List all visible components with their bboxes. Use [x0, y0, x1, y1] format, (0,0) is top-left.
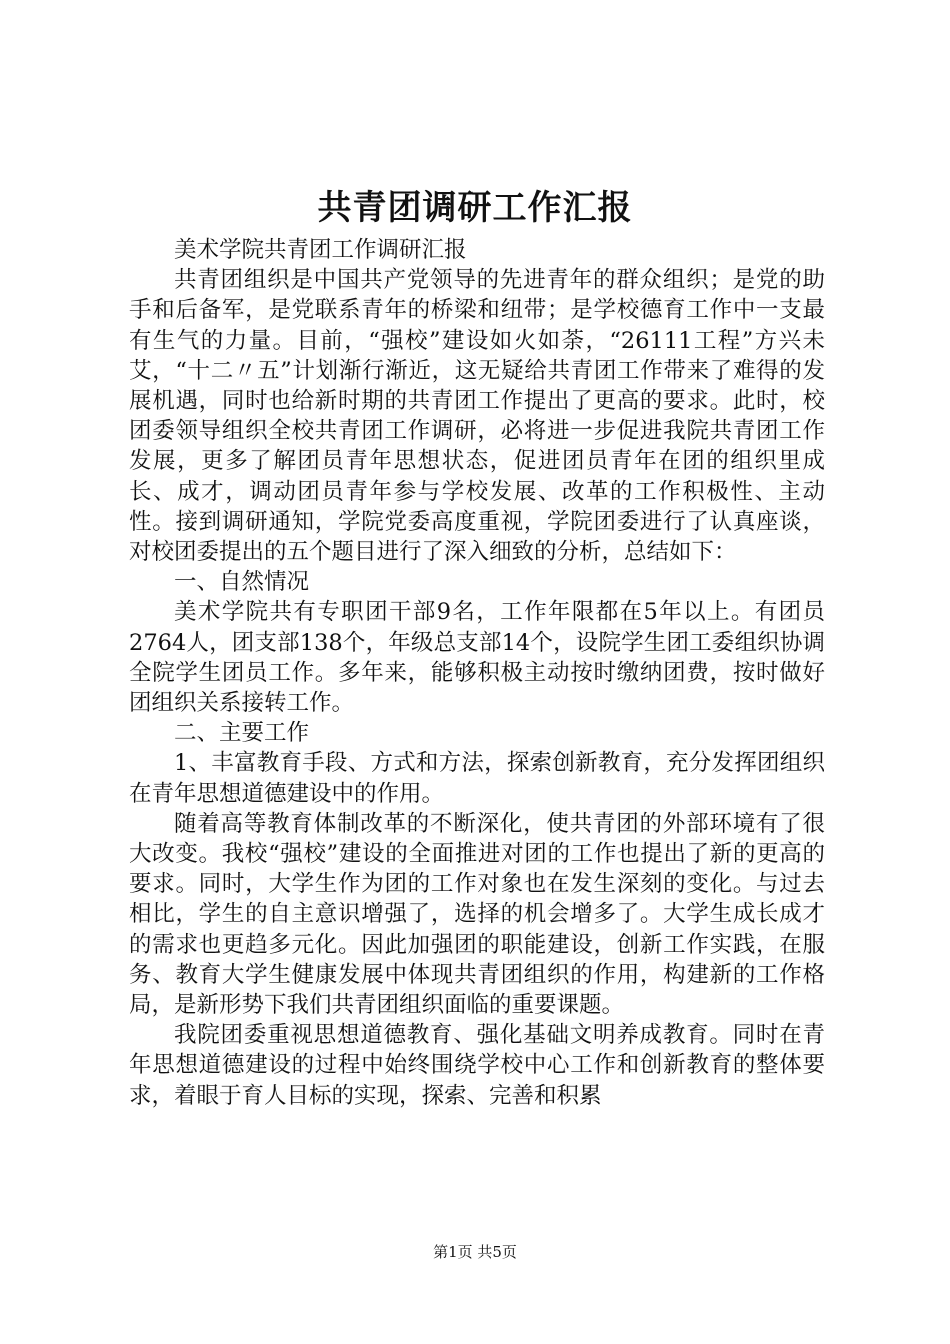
document-title: 共青团调研工作汇报 — [317, 188, 633, 228]
moral-education-paragraph: 我院团委重视思想道德教育、强化基础文明养成教育。同时在青年思想道德建设的过程中始终围绕学校中心工作和创新教育的整体要求，着眼于育人目标的实现，探索、完善和积累 — [129, 1022, 825, 1109]
section-heading-natural-situation: 一、自然情况 — [174, 569, 310, 596]
intro-paragraph: 共青团组织是中国共产党领导的先进青年的群众组织；是党的助手和后备军，是党联系青年的桥梁和纽带；是学校德育工作中一支最有生气的力量。目前，“强校”建设如火如荼，“26111工程”方兴未艾，“十二〃五”计划渐行渐近，这无疑给共青团工作带来了难得的发展机遇，同时也给新时期的共青团工作提出了更高的要求。此时，校团委领导组织全校共青团工作调研，必将进一步促进我院共青团工作发展，更多了解团员青年思想状态，促进团员青年在团的组织里成长、成才，调动团员青年参与学校发展、改革的工作积极性、主动性。接到调研通知，学院党委高度重视，学院团委进行了认真座谈，对校团委提出的五个题目进行了深入细致的分析，总结如下： — [129, 267, 825, 566]
subtitle-paragraph: 美术学院共青团工作调研汇报 — [174, 237, 467, 263]
natural-situation-paragraph: 美术学院共有专职团干部9名，工作年限都在5年以上。有团员2764人，团支部138个，年级总支部14个，设院学生团工委组织协调全院学生团员工作。多年来，能够积极主动按时缴纳团费，按时做好团组织关系接转工作。 — [129, 599, 825, 717]
reform-paragraph: 随着高等教育体制改革的不断深化，使共青团的外部环境有了很大改变。我校“强校”建设的全面推进对团的工作也提出了新的更高的要求。同时，大学生作为团的工作对象也在发生深刻的变化。与过去相比，学生的自主意识增强了，选择的机会增多了。大学生成长成才的需求也更趋多元化。因此加强团的职能建设，创新工作实践，在服务、教育大学生健康发展中体现共青团组织的作用，构建新的工作格局，是新形势下我们共青团组织面临的重要课题。 — [129, 810, 825, 1019]
document-body — [129, 235, 825, 1111]
section-heading-main-work: 二、主要工作 — [174, 720, 310, 747]
page-footer: 第1页 共5页 — [433, 1243, 517, 1261]
main-work-item-1: 1、丰富教育手段、方式和方法，探索创新教育，充分发挥团组织在青年思想道德建设中的作用。 — [129, 750, 825, 807]
